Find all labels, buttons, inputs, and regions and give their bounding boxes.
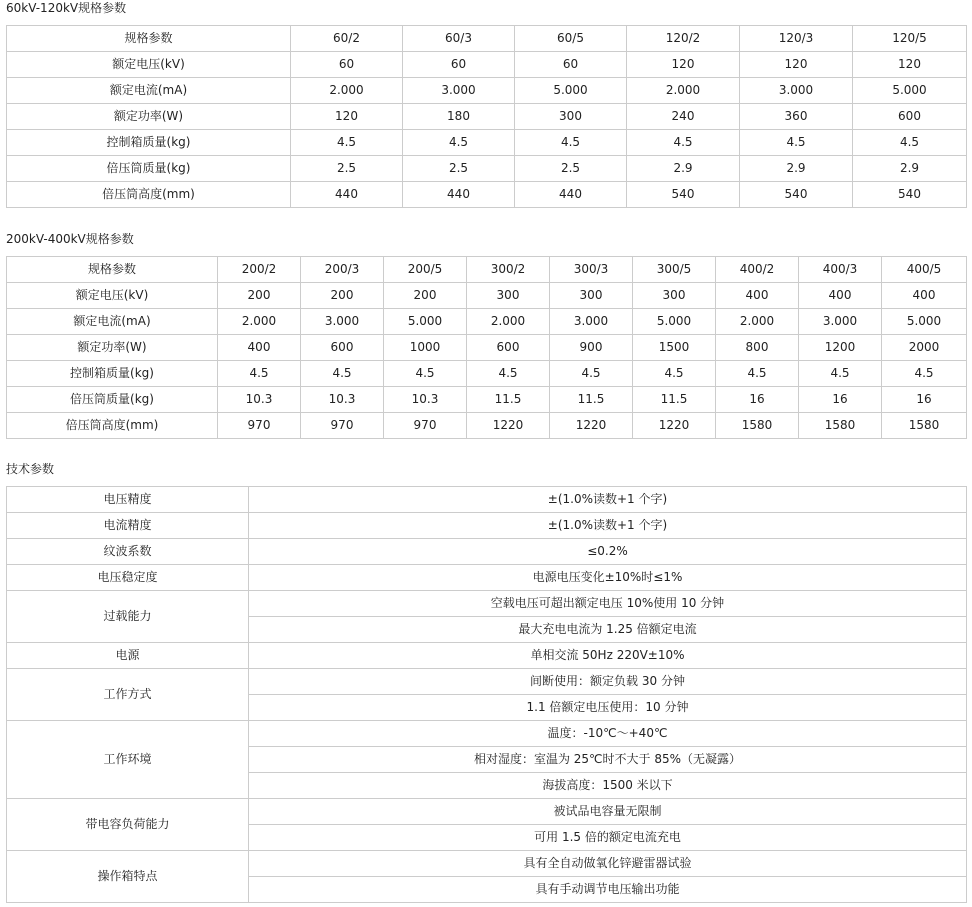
value-cell: 4.5 <box>799 361 882 387</box>
value-cell: 120 <box>853 52 967 78</box>
value-cell: 16 <box>716 387 799 413</box>
table-row <box>7 513 967 539</box>
table-row <box>7 283 967 309</box>
header-model-cell: 400/5 <box>882 257 967 283</box>
value-cell: 11.5 <box>467 387 550 413</box>
value-cell: 2.9 <box>740 156 853 182</box>
spec-table-200-400kv <box>6 256 967 439</box>
value-cell: 1220 <box>550 413 633 439</box>
value-cell: 120 <box>627 52 740 78</box>
parameter-label-cell: 工作环境 <box>7 721 249 799</box>
header-model-cell: 60/5 <box>515 26 627 52</box>
table-row <box>7 130 967 156</box>
value-cell: 440 <box>515 182 627 208</box>
table-row <box>7 413 967 439</box>
header-model-cell: 200/3 <box>301 257 384 283</box>
value-cell: 3.000 <box>740 78 853 104</box>
value-cell: 200 <box>218 283 301 309</box>
parameter-value-cell: 最大充电电流为 1.25 倍额定电流 <box>249 617 967 643</box>
header-row <box>7 26 967 52</box>
spec-table-60-120kv <box>6 25 967 208</box>
parameter-value-cell: ±(1.0%读数+1 个字) <box>249 513 967 539</box>
header-model-cell: 60/3 <box>403 26 515 52</box>
value-cell: 4.5 <box>384 361 467 387</box>
value-cell: 120 <box>291 104 403 130</box>
parameter-value-cell: 具有手动调节电压输出功能 <box>249 877 967 903</box>
table-row <box>7 591 967 617</box>
row-label-cell: 控制箱质量(kg) <box>7 130 291 156</box>
value-cell: 2.000 <box>627 78 740 104</box>
value-cell: 300 <box>550 283 633 309</box>
table-row <box>7 335 967 361</box>
parameter-value-cell: 被试品电容量无限制 <box>249 799 967 825</box>
table-row <box>7 387 967 413</box>
parameter-label-cell: 带电容负荷能力 <box>7 799 249 851</box>
value-cell: 4.5 <box>301 361 384 387</box>
value-cell: 200 <box>384 283 467 309</box>
table2-title: 200kV-400kV规格参数 <box>6 232 134 246</box>
table-row <box>7 78 967 104</box>
value-cell: 5.000 <box>384 309 467 335</box>
parameter-label-cell: 操作箱特点 <box>7 851 249 903</box>
value-cell: 440 <box>291 182 403 208</box>
value-cell: 4.5 <box>291 130 403 156</box>
row-label-cell: 倍压筒质量(kg) <box>7 156 291 182</box>
value-cell: 540 <box>627 182 740 208</box>
parameter-value-cell: 1.1 倍额定电压使用：10 分钟 <box>249 695 967 721</box>
table-row <box>7 721 967 747</box>
header-label-cell: 规格参数 <box>7 26 291 52</box>
parameter-value-cell: ±(1.0%读数+1 个字) <box>249 487 967 513</box>
value-cell: 11.5 <box>633 387 716 413</box>
value-cell: 3.000 <box>550 309 633 335</box>
row-label-cell: 控制箱质量(kg) <box>7 361 218 387</box>
value-cell: 1500 <box>633 335 716 361</box>
value-cell: 16 <box>882 387 967 413</box>
parameter-label-cell: 电流精度 <box>7 513 249 539</box>
value-cell: 16 <box>799 387 882 413</box>
value-cell: 60 <box>515 52 627 78</box>
value-cell: 4.5 <box>882 361 967 387</box>
value-cell: 600 <box>853 104 967 130</box>
parameter-value-cell: 单相交流 50Hz 220V±10% <box>249 643 967 669</box>
row-label-cell: 倍压筒质量(kg) <box>7 387 218 413</box>
parameter-value-cell: ≤0.2% <box>249 539 967 565</box>
value-cell: 4.5 <box>218 361 301 387</box>
value-cell: 440 <box>403 182 515 208</box>
value-cell: 1580 <box>716 413 799 439</box>
value-cell: 10.3 <box>301 387 384 413</box>
header-model-cell: 300/5 <box>633 257 716 283</box>
value-cell: 10.3 <box>384 387 467 413</box>
table-row <box>7 565 967 591</box>
value-cell: 4.5 <box>716 361 799 387</box>
value-cell: 4.5 <box>550 361 633 387</box>
table-row <box>7 487 967 513</box>
value-cell: 300 <box>467 283 550 309</box>
value-cell: 2.000 <box>218 309 301 335</box>
header-model-cell: 200/5 <box>384 257 467 283</box>
header-row <box>7 257 967 283</box>
value-cell: 200 <box>301 283 384 309</box>
table-row <box>7 799 967 825</box>
parameter-value-cell: 具有全自动做氧化锌避雷器试验 <box>249 851 967 877</box>
header-label-cell: 规格参数 <box>7 257 218 283</box>
table3-title: 技术参数 <box>6 462 55 476</box>
value-cell: 5.000 <box>853 78 967 104</box>
table-row <box>7 361 967 387</box>
value-cell: 900 <box>550 335 633 361</box>
parameter-label-cell: 电压稳定度 <box>7 565 249 591</box>
value-cell: 1580 <box>799 413 882 439</box>
table-row <box>7 182 967 208</box>
value-cell: 4.5 <box>467 361 550 387</box>
row-label-cell: 倍压筒高度(mm) <box>7 413 218 439</box>
value-cell: 2.5 <box>291 156 403 182</box>
row-label-cell: 额定电压(kV) <box>7 52 291 78</box>
row-label-cell: 额定功率(W) <box>7 335 218 361</box>
row-label-cell: 额定电压(kV) <box>7 283 218 309</box>
technical-parameters-table <box>6 486 967 903</box>
header-model-cell: 300/2 <box>467 257 550 283</box>
value-cell: 2.9 <box>853 156 967 182</box>
value-cell: 540 <box>853 182 967 208</box>
value-cell: 2.000 <box>291 78 403 104</box>
value-cell: 400 <box>799 283 882 309</box>
value-cell: 4.5 <box>515 130 627 156</box>
value-cell: 1200 <box>799 335 882 361</box>
table-row <box>7 643 967 669</box>
parameter-value-cell: 相对湿度：室温为 25℃时不大于 85%（无凝露） <box>249 747 967 773</box>
header-model-cell: 120/2 <box>627 26 740 52</box>
value-cell: 2.000 <box>716 309 799 335</box>
parameter-label-cell: 工作方式 <box>7 669 249 721</box>
value-cell: 1220 <box>467 413 550 439</box>
header-model-cell: 120/3 <box>740 26 853 52</box>
value-cell: 970 <box>301 413 384 439</box>
value-cell: 300 <box>515 104 627 130</box>
value-cell: 4.5 <box>627 130 740 156</box>
value-cell: 120 <box>740 52 853 78</box>
value-cell: 1220 <box>633 413 716 439</box>
value-cell: 180 <box>403 104 515 130</box>
value-cell: 970 <box>384 413 467 439</box>
header-model-cell: 400/2 <box>716 257 799 283</box>
table-row <box>7 539 967 565</box>
table-row <box>7 104 967 130</box>
value-cell: 2000 <box>882 335 967 361</box>
header-model-cell: 300/3 <box>550 257 633 283</box>
parameter-value-cell: 空载电压可超出额定电压 10%使用 10 分钟 <box>249 591 967 617</box>
value-cell: 3.000 <box>799 309 882 335</box>
value-cell: 600 <box>467 335 550 361</box>
row-label-cell: 额定电流(mA) <box>7 309 218 335</box>
value-cell: 1580 <box>882 413 967 439</box>
value-cell: 4.5 <box>403 130 515 156</box>
value-cell: 300 <box>633 283 716 309</box>
table-row <box>7 309 967 335</box>
value-cell: 240 <box>627 104 740 130</box>
parameter-label-cell: 电压精度 <box>7 487 249 513</box>
value-cell: 360 <box>740 104 853 130</box>
value-cell: 970 <box>218 413 301 439</box>
value-cell: 10.3 <box>218 387 301 413</box>
row-label-cell: 额定功率(W) <box>7 104 291 130</box>
value-cell: 3.000 <box>301 309 384 335</box>
parameter-label-cell: 纹波系数 <box>7 539 249 565</box>
value-cell: 5.000 <box>633 309 716 335</box>
value-cell: 600 <box>301 335 384 361</box>
value-cell: 2.5 <box>515 156 627 182</box>
value-cell: 1000 <box>384 335 467 361</box>
parameter-label-cell: 过载能力 <box>7 591 249 643</box>
value-cell: 400 <box>218 335 301 361</box>
header-model-cell: 120/5 <box>853 26 967 52</box>
value-cell: 400 <box>716 283 799 309</box>
value-cell: 800 <box>716 335 799 361</box>
value-cell: 2.9 <box>627 156 740 182</box>
value-cell: 4.5 <box>740 130 853 156</box>
value-cell: 4.5 <box>633 361 716 387</box>
header-model-cell: 200/2 <box>218 257 301 283</box>
parameter-label-cell: 电源 <box>7 643 249 669</box>
table-row <box>7 156 967 182</box>
value-cell: 5.000 <box>882 309 967 335</box>
value-cell: 60 <box>403 52 515 78</box>
table-row <box>7 851 967 877</box>
value-cell: 400 <box>882 283 967 309</box>
value-cell: 540 <box>740 182 853 208</box>
row-label-cell: 倍压筒高度(mm) <box>7 182 291 208</box>
parameter-value-cell: 间断使用：额定负载 30 分钟 <box>249 669 967 695</box>
parameter-value-cell: 可用 1.5 倍的额定电流充电 <box>249 825 967 851</box>
parameter-value-cell: 温度：-10℃～+40℃ <box>249 721 967 747</box>
value-cell: 2.000 <box>467 309 550 335</box>
row-label-cell: 额定电流(mA) <box>7 78 291 104</box>
header-model-cell: 60/2 <box>291 26 403 52</box>
value-cell: 5.000 <box>515 78 627 104</box>
table1-title: 60kV-120kV规格参数 <box>6 1 127 15</box>
value-cell: 2.5 <box>403 156 515 182</box>
value-cell: 3.000 <box>403 78 515 104</box>
parameter-value-cell: 电源电压变化±10%时≤1% <box>249 565 967 591</box>
table-row <box>7 52 967 78</box>
header-model-cell: 400/3 <box>799 257 882 283</box>
value-cell: 4.5 <box>853 130 967 156</box>
value-cell: 60 <box>291 52 403 78</box>
table-row <box>7 669 967 695</box>
value-cell: 11.5 <box>550 387 633 413</box>
parameter-value-cell: 海拔高度：1500 米以下 <box>249 773 967 799</box>
